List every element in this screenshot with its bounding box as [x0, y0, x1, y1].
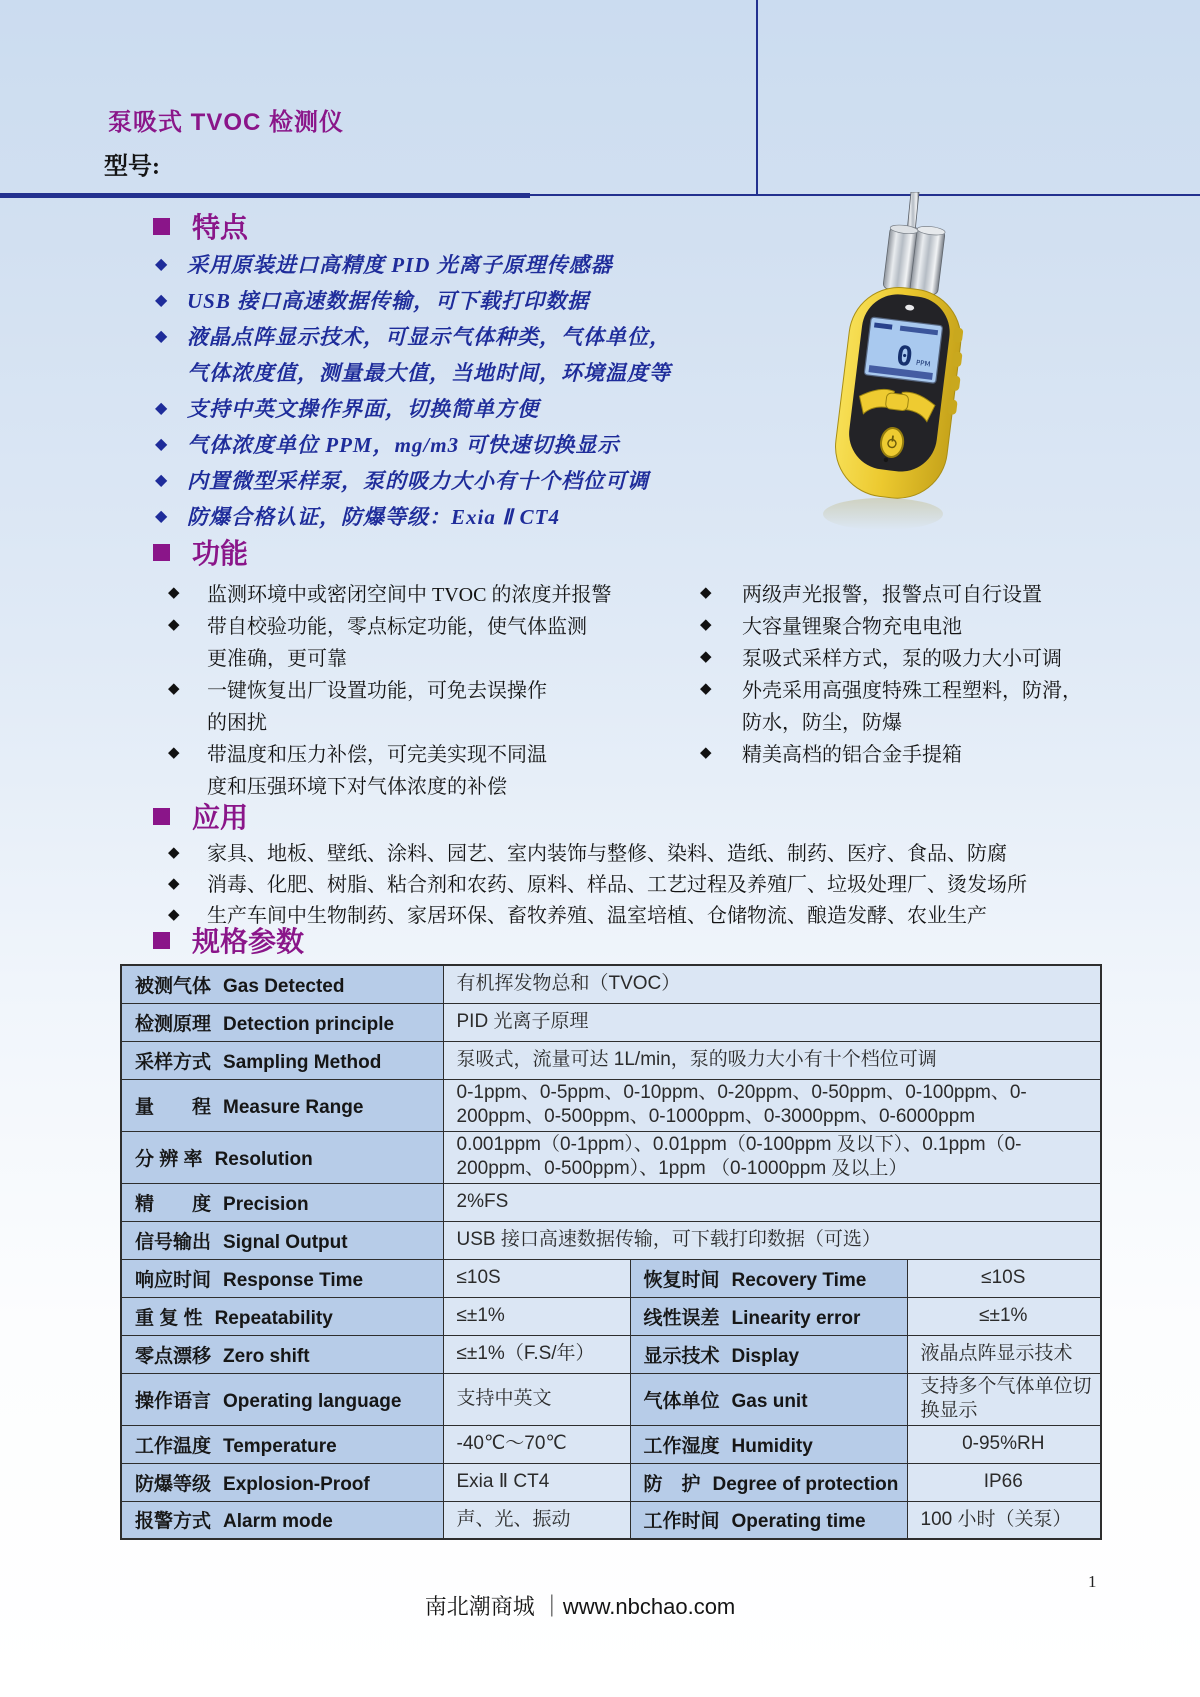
diamond-bullet-icon: ◆ [168, 680, 180, 697]
model-label: 型号: [104, 154, 160, 180]
function-text: 精美高档的铝合金手提箱 [742, 743, 962, 766]
diamond-bullet-icon: ◆ [700, 616, 712, 633]
spec-label-en: Linearity error [731, 1307, 861, 1329]
spec-value: 泵吸式，流量可达 1L/min，泵的吸力大小有十个档位可调 [443, 1041, 1101, 1079]
diamond-bullet-icon: ◆ [155, 292, 168, 309]
spec-value: 0-1ppm、0-5ppm、0-10ppm、0-20ppm、0-50ppm、0-100ppm、0-200ppm、0-500ppm、0-1000ppm、0-3000ppm、0-6000ppm [443, 1079, 1101, 1131]
function-item [168, 608, 698, 640]
function-item [700, 640, 1140, 672]
diamond-bullet-icon: ◆ [700, 648, 712, 665]
function-item-continuation [168, 640, 698, 672]
spec-label-en: Gas Detected [223, 975, 345, 997]
feature-item [155, 462, 671, 498]
application-text: 生产车间中生物制药、家居环保、畜牧养殖、温室培植、仓储物流、酿造发酵、农业生产 [207, 905, 987, 927]
function-text: 更准确，更可靠 [207, 647, 347, 670]
diamond-bullet-icon: ◆ [155, 400, 168, 417]
diamond-bullet-icon: ◆ [168, 843, 180, 861]
feature-text: 采用原装进口高精度 PID 光离子原理传感器 [187, 253, 613, 277]
diamond-bullet-icon: ◆ [700, 680, 712, 697]
spec-label-zh: 量 程 [135, 1096, 212, 1118]
application-text: 家具、地板、壁纸、涂料、园艺、室内装饰与整修、染料、造纸、制药、医疗、食品、防腐 [207, 843, 1007, 865]
spec-value: ≤10S [443, 1259, 630, 1297]
feature-item [155, 246, 671, 282]
footer-text: 南北潮商城 ｜www.nbchao.com [424, 1594, 736, 1619]
feature-text: 内置微型采样泵，泵的吸力大小有十个档位可调 [187, 469, 649, 493]
function-text: 带温度和压力补偿，可完美实现不同温 [207, 743, 547, 766]
spec-label-en: Zero shift [223, 1345, 310, 1367]
spec-value: ≤±1% [907, 1297, 1101, 1335]
table-row [121, 1079, 1101, 1131]
diamond-bullet-icon: ◆ [168, 616, 180, 633]
table-row [121, 1425, 1101, 1463]
feature-item [155, 282, 671, 318]
application-text: 消毒、化肥、树脂、粘合剂和农药、原料、样品、工艺过程及养殖厂、垃圾处理厂、烫发场所 [207, 874, 1027, 896]
spec-label-en: Precision [223, 1193, 309, 1215]
spec-value: 0.001ppm（0-1ppm）、0.01ppm（0-100ppm 及以下）、0.1ppm（0-200ppm、0-500ppm）、1ppm （0-1000ppm 及以上） [443, 1131, 1101, 1183]
square-bullet-icon [153, 544, 170, 561]
spec-label-en: Temperature [223, 1435, 337, 1457]
feature-text: 气体浓度单位 PPM，mg/m3 可快速切换显示 [187, 433, 620, 457]
function-item [168, 736, 698, 768]
spec-label-en: Operating time [731, 1511, 866, 1533]
applications-heading [153, 800, 248, 832]
spec-value: IP66 [907, 1463, 1101, 1501]
spec-label-en: Resolution [214, 1148, 313, 1170]
feature-item-continuation [155, 354, 671, 390]
table-row [121, 965, 1101, 1003]
spec-label-zh: 响应时间 [135, 1269, 212, 1291]
features-heading-label: 特点 [192, 213, 249, 244]
table-row [121, 1183, 1101, 1221]
diamond-bullet-icon: ◆ [155, 508, 168, 525]
functions-heading [153, 536, 248, 568]
spec-value: -40℃～70℃ [443, 1425, 630, 1463]
function-text: 泵吸式采样方式，泵的吸力大小可调 [742, 647, 1062, 670]
applications-section [168, 836, 1027, 929]
spec-value: 支持多个气体单位切换显示 [907, 1373, 1101, 1425]
spec-label-en: Display [731, 1345, 800, 1367]
function-text: 外壳采用高强度特殊工程塑料，防滑， [742, 679, 1082, 702]
feature-text: 防爆合格认证，防爆等级：Exia Ⅱ CT4 [187, 505, 561, 529]
spec-value: Exia Ⅱ CT4 [443, 1463, 630, 1501]
function-item-continuation [168, 704, 698, 736]
function-text: 两级声光报警，报警点可自行设置 [742, 583, 1042, 606]
function-item [700, 608, 1140, 640]
functions-heading-label: 功能 [192, 539, 249, 570]
spec-label-zh: 分 辨 率 [135, 1148, 203, 1170]
spec-label-zh: 工作时间 [643, 1511, 720, 1533]
function-item [168, 672, 698, 704]
diamond-bullet-icon: ◆ [155, 328, 168, 345]
spec-label-en: Response Time [223, 1269, 364, 1291]
spec-label-zh: 防 护 [643, 1473, 701, 1495]
application-item [168, 867, 1027, 898]
feature-text: 支持中英文操作界面，切换简单方便 [187, 397, 539, 421]
diamond-bullet-icon: ◆ [700, 744, 712, 761]
function-item [700, 736, 1140, 768]
diamond-bullet-icon: ◆ [168, 905, 180, 923]
spec-label-zh: 采样方式 [135, 1051, 212, 1073]
function-item [168, 576, 698, 608]
table-row [121, 1297, 1101, 1335]
function-text: 监测环境中或密闭空间中 TVOC 的浓度并报警 [207, 583, 612, 606]
reflection [823, 498, 943, 530]
header-horizontal-rule-thick [0, 193, 530, 198]
header-vertical-divider [756, 0, 758, 194]
spec-label-zh: 工作温度 [135, 1435, 212, 1457]
spec-label-zh: 精 度 [135, 1193, 212, 1215]
function-text: 大容量锂聚合物充电电池 [742, 615, 962, 638]
spec-label-zh: 操作语言 [135, 1390, 212, 1412]
feature-text: 气体浓度值，测量最大值，当地时间，环境温度等 [187, 361, 671, 385]
page-title: 泵吸式 TVOC 检测仪 [108, 109, 345, 136]
function-text: 的困扰 [207, 711, 267, 734]
square-bullet-icon [153, 808, 170, 825]
diamond-bullet-icon: ◆ [168, 744, 180, 761]
spec-label-zh: 检测原理 [135, 1013, 212, 1035]
diamond-bullet-icon: ◆ [155, 436, 168, 453]
spec-label-en: Sampling Method [223, 1051, 382, 1073]
feature-item [155, 426, 671, 462]
spec-label-en: Operating language [223, 1390, 402, 1412]
functions-left-column [168, 576, 698, 800]
square-bullet-icon [153, 932, 170, 949]
diamond-bullet-icon: ◆ [155, 472, 168, 489]
spec-label-zh: 重 复 性 [135, 1307, 203, 1329]
feature-text: 液晶点阵显示技术，可显示气体种类，气体单位， [187, 325, 671, 349]
spec-value: 有机挥发物总和（TVOC） [443, 965, 1101, 1003]
spec-value: ≤±1%（F.S/年） [443, 1335, 630, 1373]
functions-right-column [700, 576, 1140, 768]
table-row [121, 1501, 1101, 1539]
spec-label-zh: 零点漂移 [135, 1345, 212, 1367]
function-item [700, 576, 1140, 608]
diamond-bullet-icon: ◆ [168, 874, 180, 892]
spec-label-en: Humidity [731, 1435, 813, 1457]
feature-item [155, 318, 671, 354]
features-section [155, 246, 671, 534]
feature-item [155, 498, 671, 534]
function-text: 一键恢复出厂设置功能，可免去误操作 [207, 679, 547, 702]
table-row [121, 1003, 1101, 1041]
diamond-bullet-icon: ◆ [700, 584, 712, 601]
spec-value: 支持中英文 [443, 1373, 630, 1425]
spec-label-zh: 报警方式 [135, 1511, 212, 1533]
diamond-bullet-icon: ◆ [155, 256, 168, 273]
feature-text: USB 接口高速数据传输，可下载打印数据 [187, 289, 590, 313]
spec-value: 2%FS [443, 1183, 1101, 1221]
spec-value: ≤10S [907, 1259, 1101, 1297]
spec-value: PID 光离子原理 [443, 1003, 1101, 1041]
spec-label-zh: 显示技术 [643, 1345, 720, 1367]
spec-label-zh: 线性误差 [643, 1307, 720, 1329]
function-text: 度和压强环境下对气体浓度的补偿 [207, 775, 507, 798]
table-row [121, 1221, 1101, 1259]
spec-label-en: Alarm mode [223, 1511, 333, 1533]
diamond-bullet-icon: ◆ [168, 584, 180, 601]
page-number: 1 [1088, 1572, 1097, 1591]
specs-heading-label: 规格参数 [192, 927, 305, 958]
spec-value: ≤±1% [443, 1297, 630, 1335]
spec-label-en: Degree of protection [712, 1473, 899, 1495]
screen-value: 0 [894, 340, 915, 374]
spec-value: 100 小时（关泵） [907, 1501, 1101, 1539]
features-heading [153, 210, 248, 242]
spec-label-en: Signal Output [223, 1231, 348, 1253]
screen-unit: PPM [915, 358, 931, 369]
spec-label-en: Recovery Time [731, 1269, 867, 1291]
spec-label-zh: 防爆等级 [135, 1473, 212, 1495]
spec-value: 液晶点阵显示技术 [907, 1335, 1101, 1373]
device-body-group [830, 218, 979, 504]
spec-value: 声、光、振动 [443, 1501, 630, 1539]
spec-value: USB 接口高速数据传输，可下载打印数据（可选） [443, 1221, 1101, 1259]
applications-heading-label: 应用 [192, 803, 249, 834]
spec-label-en: Gas unit [731, 1390, 808, 1412]
spec-label-zh: 恢复时间 [643, 1269, 720, 1291]
spec-value: 0-95%RH [907, 1425, 1101, 1463]
function-text: 带自校验功能，零点标定功能，使气体监测 [207, 615, 587, 638]
spec-label-zh: 工作湿度 [643, 1435, 720, 1457]
table-row [121, 1463, 1101, 1501]
table-row [121, 1041, 1101, 1079]
spec-label-en: Explosion-Proof [223, 1473, 370, 1495]
spec-table [120, 964, 1102, 1540]
application-item [168, 836, 1027, 867]
spec-label-en: Repeatability [214, 1307, 333, 1329]
table-row [121, 1373, 1101, 1425]
button-center [885, 393, 909, 412]
table-row [121, 1259, 1101, 1297]
function-item-continuation [700, 704, 1140, 736]
feature-item [155, 390, 671, 426]
spec-label-zh: 被测气体 [135, 975, 212, 997]
square-bullet-icon [153, 218, 170, 235]
product-photo [750, 192, 1000, 572]
table-row [121, 1335, 1101, 1373]
spec-label-zh: 信号输出 [135, 1231, 212, 1253]
spec-label-en: Detection principle [223, 1013, 395, 1035]
function-text: 防水，防尘，防爆 [742, 711, 902, 734]
specs-heading [153, 924, 304, 956]
spec-label-zh: 气体单位 [643, 1390, 720, 1412]
function-item [700, 672, 1140, 704]
spec-label-en: Measure Range [223, 1096, 364, 1118]
table-row [121, 1131, 1101, 1183]
